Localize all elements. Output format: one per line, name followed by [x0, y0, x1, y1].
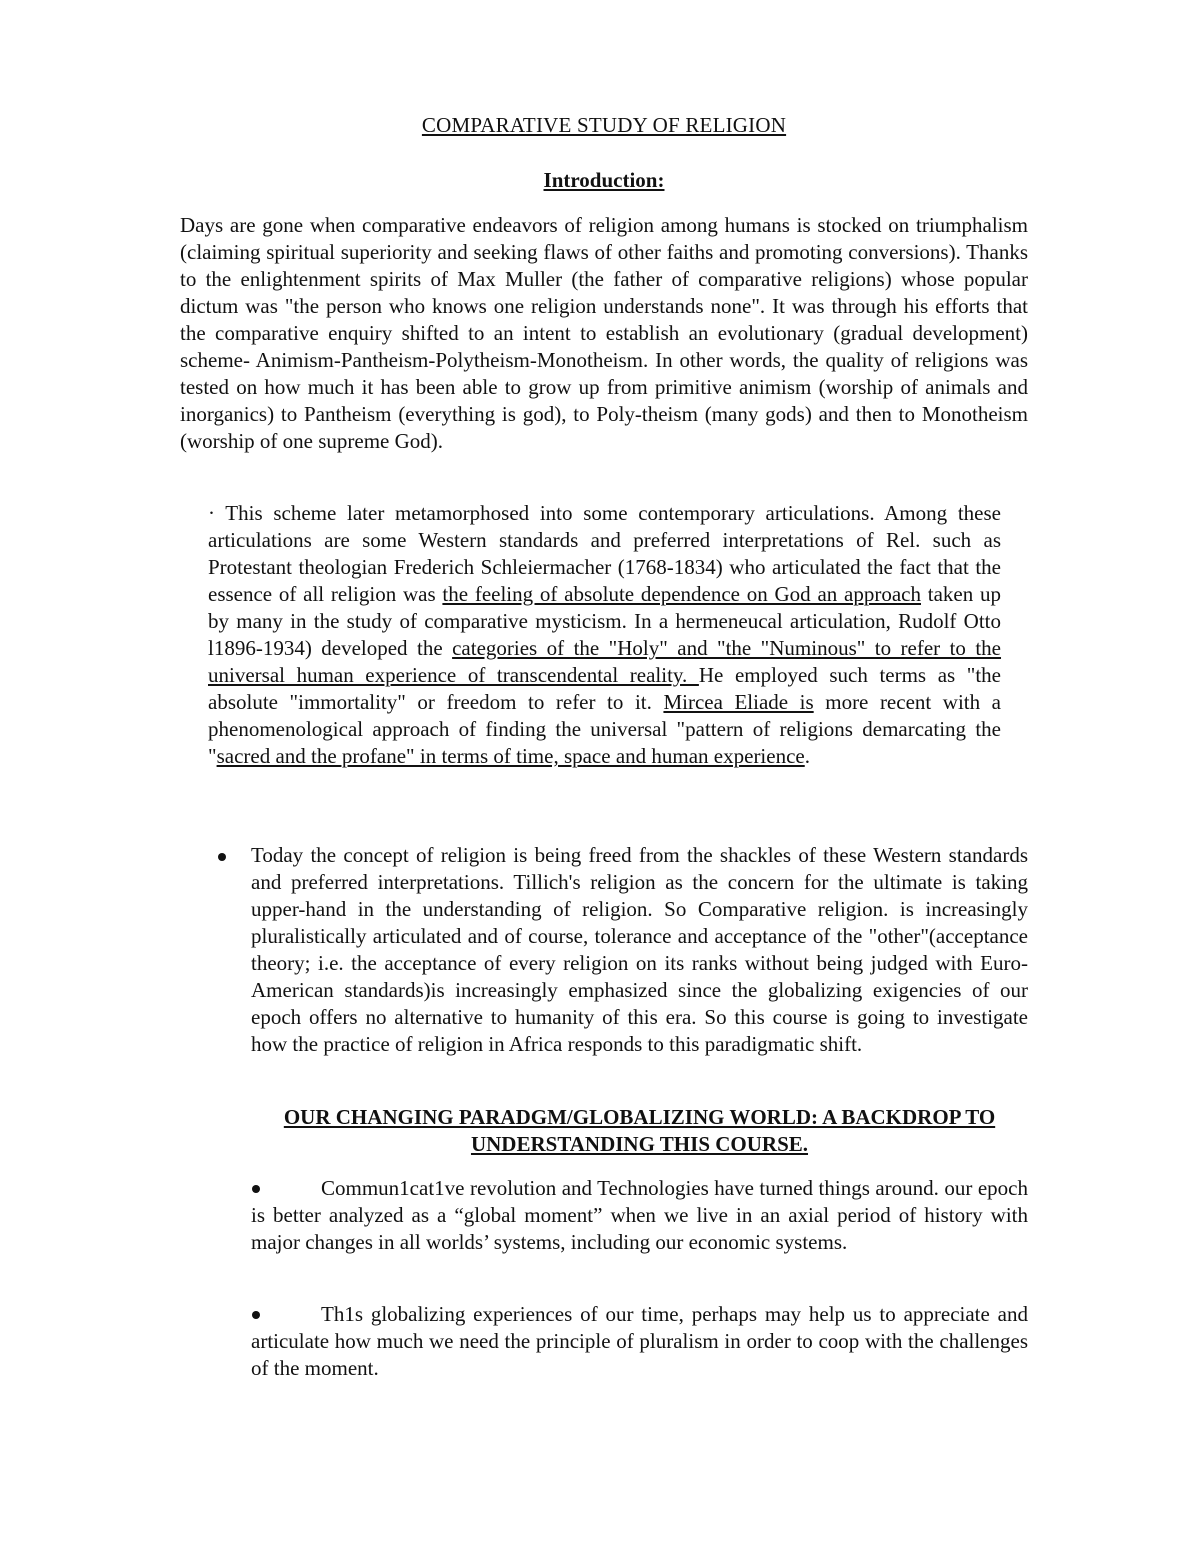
- document-title: COMPARATIVE STUDY OF RELIGION: [421, 113, 787, 137]
- scheme-text-2: taken up by many in the study of comparative mysticism. In a hermeneucal articulation, Rudolf Otto l1896-1934) developed the: [208, 582, 1002, 660]
- today-paragraph: Today the concept of religion is being freed from the shackles of these Western standards and preferred interpretations. Tillich's religion as the concern for the ultimate is taking upper-hand in the understanding of religion. So Comparative religion. is increasingly pluralistically articulated and of course, tolerance and acceptance of the "other"(acceptance theory; i.e. the acceptance of every religion on its ranks without being judged with Euro-American standards)is increasingly emphasized since the globalizing exigencies of our epoch offers no alternative to humanity of this era. So this course is going to investigate how the practice of religion in Africa responds to this paradigmatic shift.: [251, 843, 1028, 1056]
- introduction-heading: Introduction:: [543, 168, 665, 192]
- bullet-icon: [218, 853, 226, 861]
- scheme-underline-4: sacred and the profane" in terms of time, space and human experience: [216, 744, 805, 768]
- section-bullet-2-text: Th1s globalizing experiences of our time, perhaps may help us to appreciate and articulate how much we need the principle of pluralism in order to coop with the challenges of the moment.: [251, 1302, 1028, 1380]
- scheme-underline-3: Mircea Eliade is: [663, 690, 814, 714]
- scheme-text-3: He employed such terms as "the absolute "immortality" or freedom to refer to it.: [208, 663, 1001, 714]
- section-bullet-1-text: Commun1cat1ve revolution and Technologies have turned things around. our epoch is better analyzed as a “global moment” when we live in an axial period of history with major changes in all worlds’ systems, including our economic systems.: [251, 1176, 1028, 1254]
- scheme-underline-1: the feeling of absolute dependence on God an approach: [442, 582, 921, 606]
- section-bullet-2: [251, 1301, 1028, 1382]
- scheme-paragraph: [208, 500, 1001, 770]
- scheme-text-5: .: [804, 744, 810, 768]
- scheme-text-1: · This scheme later metamorphosed into some contemporary articulations. Among these articulations are some Western standards and preferred interpretations of Rel. such as Protestant theologian Frederich Schleiermacher (1768-1834) who articulated the fact that the essence of all religion was: [208, 501, 1001, 606]
- scheme-underline-2: categories of the "Holy" and "the "Numinous" to refer to the universal human experience of transcendental reality.: [208, 636, 1002, 687]
- scheme-text-4: more recent with a phenomenological approach of finding the universal "pattern of religions demarcating the ": [208, 690, 1002, 768]
- introduction-paragraph: Days are gone when comparative endeavors of religion among humans is stocked on triumphalism (claiming spiritual superiority and seeking flaws of other faiths and promoting conversions). Thanks to the enlightenment spirits of Max Muller (the father of comparative religions) whose popular dictum was "the person who knows one religion understands none". It was through his efforts that the comparative enquiry shifted to an intent to establish an evolutionary (gradual development) scheme- Animism-Pantheism-Polytheism-Monotheism. In other words, the quality of religions was tested on how much it has been able to grow up from primitive animism (worship of animals and inorganics) to Pantheism (everything is god), to Poly-theism (many gods) and then to Monotheism (worship of one supreme God).: [180, 213, 1028, 453]
- section-heading: OUR CHANGING PARADGM/GLOBALIZING WORLD: A BACKDROP TO UNDERSTANDING THIS COURSE.: [283, 1105, 996, 1156]
- section-bullet-1: [251, 1175, 1028, 1256]
